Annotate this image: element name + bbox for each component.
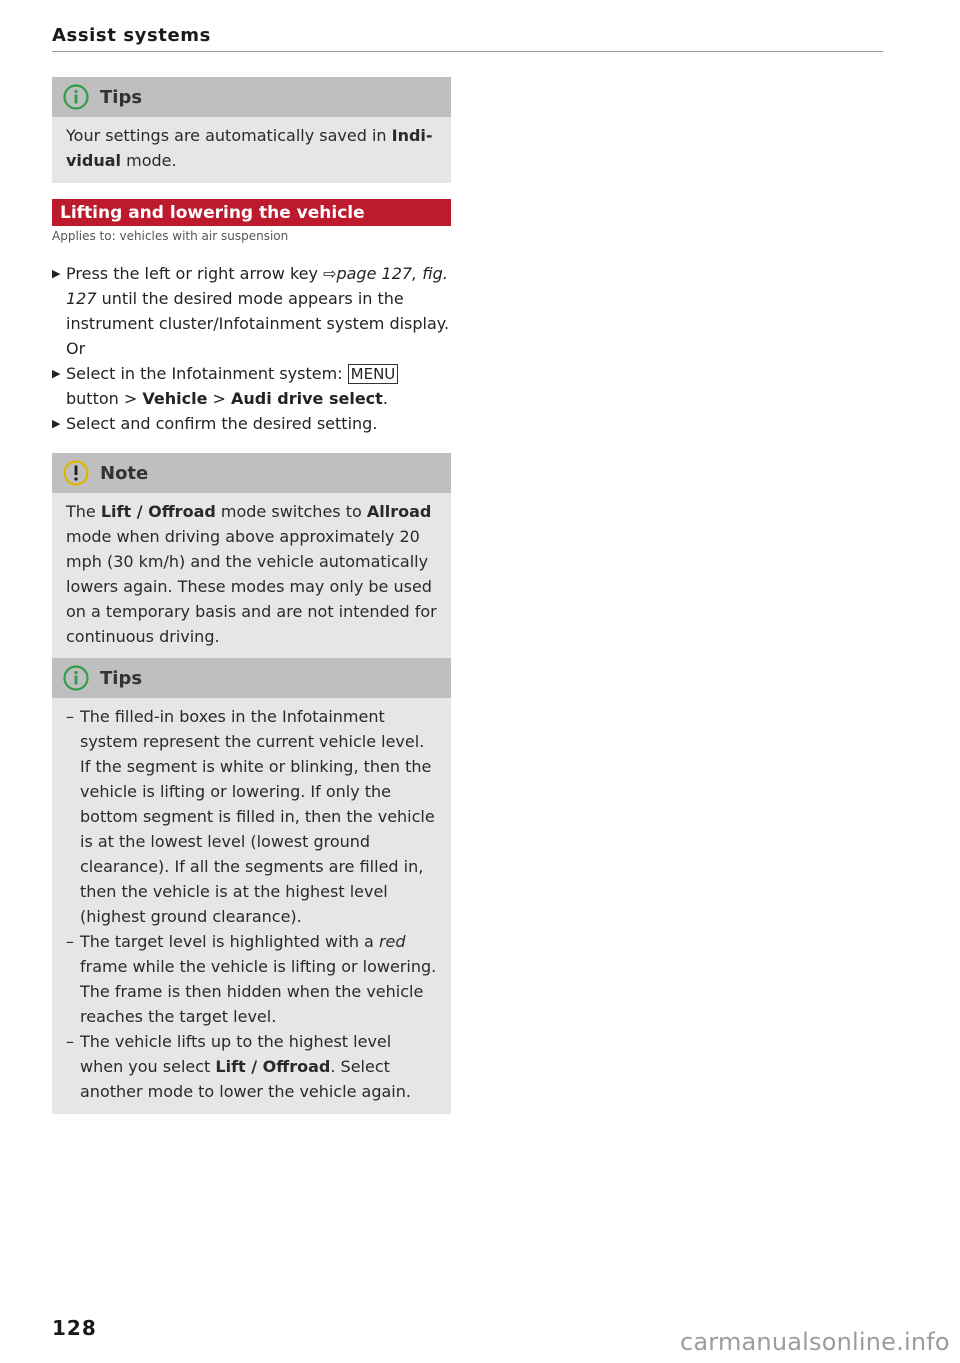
- section-heading-bar: [52, 199, 451, 226]
- tips-header: [52, 77, 451, 117]
- running-header: Assist systems: [52, 25, 211, 46]
- tips-text: Your settings are automatically saved in Indi-vidual mode.: [66, 126, 433, 170]
- tips-box-vehicle-level: [52, 658, 451, 1114]
- triangle-bullet-icon: ▶: [52, 267, 61, 280]
- watermark: carmanualsonline.info: [680, 1328, 950, 1356]
- tips-box-settings: [52, 77, 451, 183]
- page-reference-link[interactable]: page 127, fig. 127: [66, 264, 448, 308]
- header-divider: [52, 51, 883, 52]
- section-title: Lifting and lowering the vehicle: [60, 202, 365, 223]
- note-heading: Note: [100, 462, 149, 484]
- note-text: The Lift / Offroad mode switches to Allroad mode when driving above approximately 20 mph (30 km/h) and the vehicle automatically lowers again. These modes may only be used on a temporary basis and are not intended for continuous driving.: [66, 502, 437, 646]
- step-item: ▶ Press the left or right arrow key ⇨page 127, fig. 127 until the desired mode appears in the instrument cluster/Infotainment system display. Or: [52, 261, 451, 361]
- list-item: – The target level is highlighted with a red frame while the vehicle is lifting or lowering. The frame is then hidden when the vehicle reaches the target level.: [66, 932, 437, 1026]
- list-item: – The vehicle lifts up to the highest level when you select Lift / Offroad. Select another mode to lower the vehicle again.: [66, 1032, 411, 1101]
- info-icon: [62, 83, 90, 111]
- step-item: ▶ Select and confirm the desired setting.: [52, 411, 451, 436]
- arrow-ref-icon: ⇨: [323, 264, 337, 283]
- applies-to-note: Applies to: vehicles with air suspension: [52, 229, 289, 243]
- triangle-bullet-icon: ▶: [52, 367, 61, 380]
- instruction-steps: [52, 261, 451, 436]
- note-box: [52, 453, 451, 659]
- page-number: 128: [52, 1316, 97, 1340]
- info-icon: [62, 664, 90, 692]
- tips-heading: Tips: [100, 86, 143, 108]
- triangle-bullet-icon: ▶: [52, 417, 61, 430]
- note-header: [52, 453, 451, 493]
- tips-heading: Tips: [100, 667, 143, 689]
- tips-list: [52, 698, 451, 1114]
- tips-header: [52, 658, 451, 698]
- list-item: – The filled-in boxes in the Infotainment system represent the current vehicle level. If the segment is white or blinking, then the vehicle is lifting or lowering. If only the bottom segment is filled in, then the vehicle is at the lowest level (lowest ground clearance). If all the segments are filled in, then the vehicle is at the highest level (highest ground clearance).: [66, 707, 435, 926]
- menu-key-label: MENU: [348, 364, 399, 384]
- caution-icon: [62, 459, 90, 487]
- step-item: ▶ Select in the Infotainment system: MENU button > Vehicle > Audi drive select.: [52, 361, 451, 411]
